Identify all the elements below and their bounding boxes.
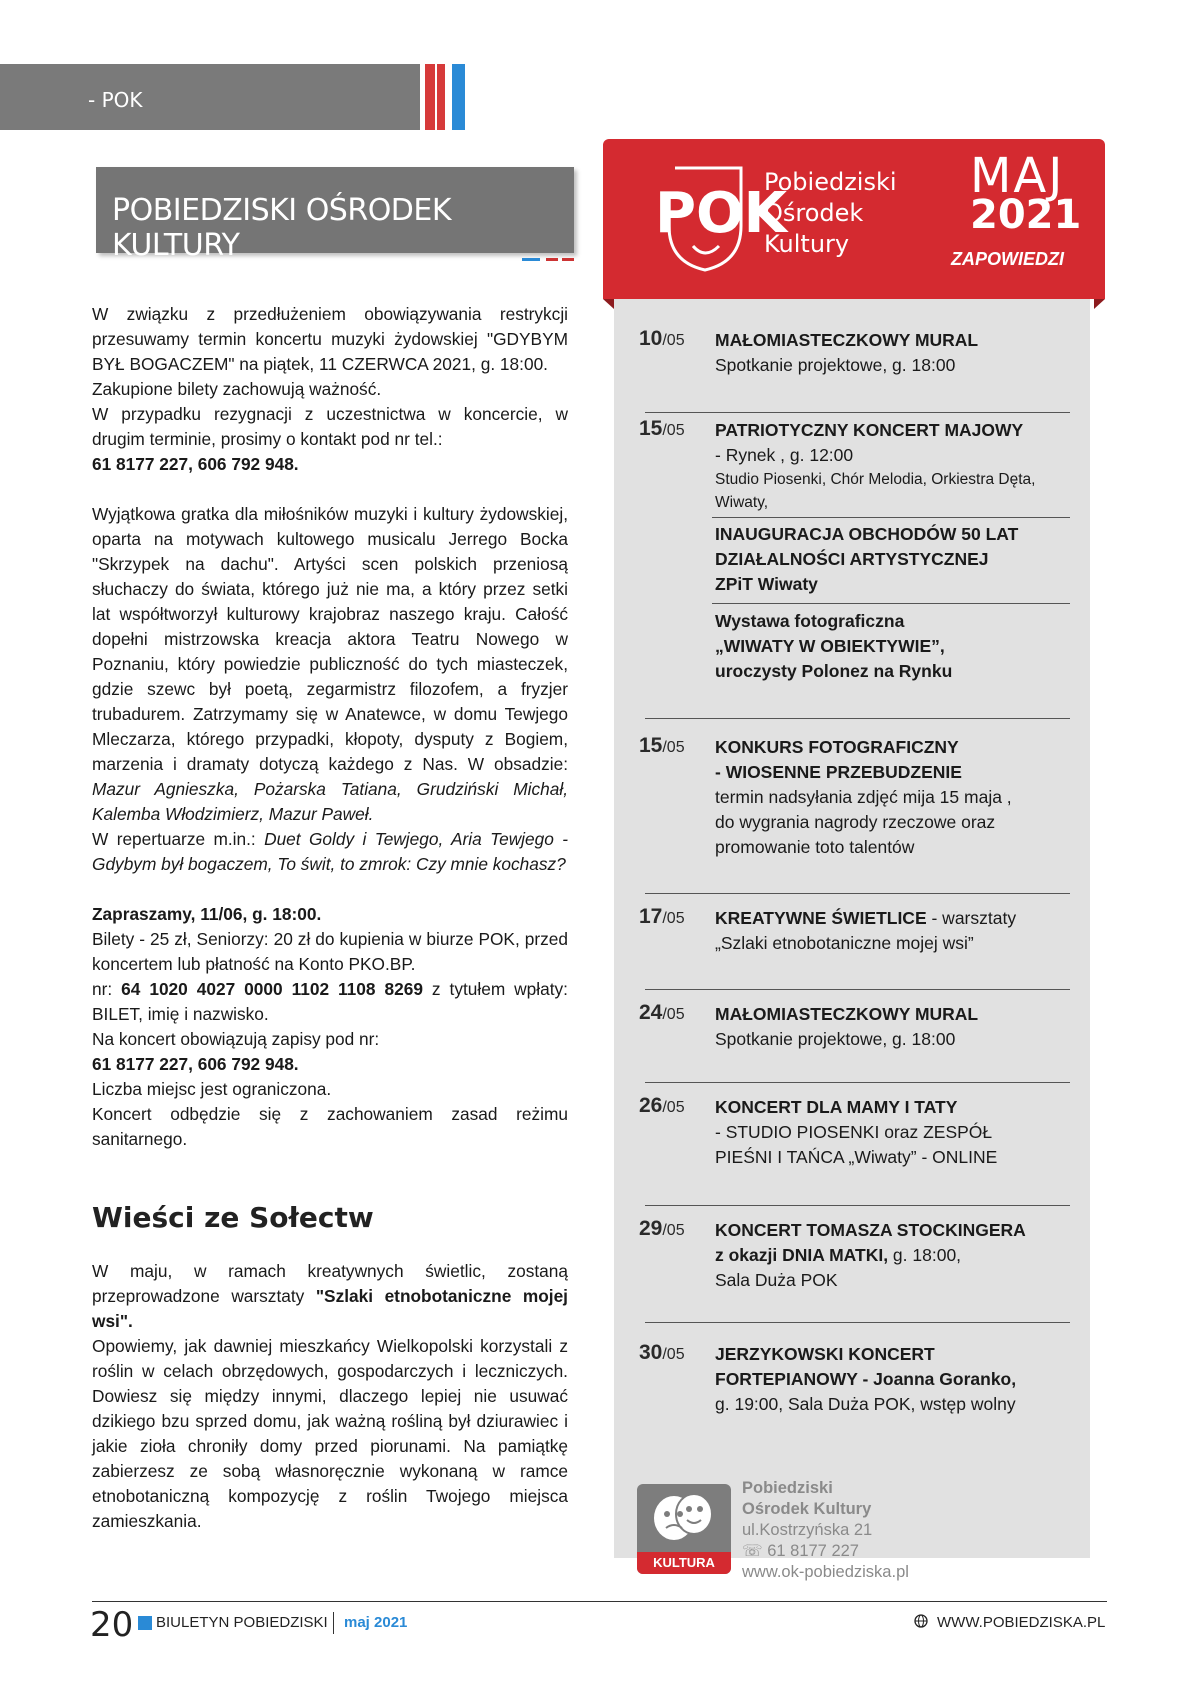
event-subitem: INAUGURACJA OBCHODÓW 50 LAT DZIAŁALNOŚCI ARTYSTYCZNEJ ZPiT Wiwaty bbox=[715, 524, 1019, 594]
phone-numbers: 61 8177 227, 606 792 948. bbox=[92, 454, 299, 474]
publication-name: BIULETYN POBIEDZISKI bbox=[156, 1614, 328, 1631]
divider bbox=[645, 989, 1070, 990]
section-label: - POK bbox=[88, 88, 143, 112]
accent-square bbox=[138, 1616, 152, 1630]
event-item: KREATYWNE ŚWIETLICE - warsztaty „Szlaki etnobotaniczne mojej wsi” bbox=[715, 908, 1017, 953]
paragraph: Koncert odbędzie się z zachowaniem zasad reżimu sanitarnego. bbox=[92, 1104, 568, 1149]
paragraph: W maju, w ramach kreatywnych świetlic, zostaną przeprowadzone warsztaty "Szlaki etnobotaniczne mojej wsi". bbox=[92, 1261, 568, 1331]
event-date: 30/05 bbox=[639, 1341, 685, 1364]
paragraph: Bilety - 25 zł, Seniorzy: 20 zł do kupienia w biurze POK, przed koncertem lub płatność na Konto PKO.BP. bbox=[92, 929, 568, 974]
divider bbox=[645, 1205, 1070, 1206]
title-accent-red bbox=[562, 258, 574, 261]
page-title: POBIEDZISKI OŚRODEK KULTURY bbox=[112, 193, 452, 263]
footer-rule bbox=[92, 1601, 1107, 1602]
article-workshops bbox=[92, 1259, 568, 1534]
title-accent-blue bbox=[522, 258, 540, 261]
issue-month: maj 2021 bbox=[344, 1614, 408, 1631]
event-date: 10/05 bbox=[639, 327, 685, 350]
theatre-masks-icon bbox=[637, 1484, 731, 1552]
website-link[interactable]: WWW.POBIEDZISKA.PL bbox=[937, 1614, 1106, 1631]
event-item: JERZYKOWSKI KONCERT FORTEPIANOWY - Joanna Goranko, g. 19:00, Sala Duża POK, wstęp wolny bbox=[715, 1344, 1017, 1414]
page-number: 20 bbox=[90, 1605, 134, 1645]
paragraph: nr: 64 1020 4027 0000 1102 1108 8269 z tytułem wpłaty: BILET, imię i nazwisko. bbox=[92, 979, 568, 1024]
phone-numbers: 61 8177 227, 606 792 948. bbox=[92, 1054, 299, 1074]
event-item: KONCERT TOMASZA STOCKINGERA z okazji DNIA MATKI, g. 18:00, Sala Duża POK bbox=[715, 1220, 1026, 1290]
red-stripe bbox=[437, 64, 445, 130]
phone-icon: ☏ bbox=[742, 1542, 768, 1560]
event-item: MAŁOMIASTECZKOWY MURAL Spotkanie projektowe, g. 18:00 bbox=[715, 330, 979, 375]
org-contact: Pobiedziski Ośrodek Kultury ul.Kostrzyńska 21 ☏ 61 8177 227 www.ok-pobiedziska.pl bbox=[742, 1479, 909, 1581]
paragraph: Opowiemy, jak dawniej mieszkańcy Wielkopolski korzystali z roślin w celach obrzędowych, gospodarczych i leczniczych. Dowiesz się między innymi, dlaczego lepiej nie usuwać dzikiego bzu sprzed domu, jak ważną rośliną był dziurawiec i jakie zioła chroniły domy przed piorunami. Na pamiątkę zabierzesz ze sobą własnoręcznie wykonaną w ramce etnobotaniczną kompozycję z roślin Twojego miejsca zamieszkania. bbox=[92, 1336, 568, 1531]
divider bbox=[712, 603, 1070, 604]
paragraph: Zakupione bilety zachowują ważność. bbox=[92, 379, 382, 399]
title-accent-red bbox=[546, 258, 558, 261]
divider bbox=[645, 412, 1070, 413]
event-item: KONKURS FOTOGRAFICZNY - WIOSENNE PRZEBUDZENIE termin nadsyłania zdjęć mija 15 maja , do wygrania nagrody rzeczowe oraz promowanie toto talentów bbox=[715, 737, 1012, 857]
globe-icon bbox=[914, 1614, 928, 1628]
event-date: 26/05 bbox=[639, 1094, 685, 1117]
paragraph: Liczba miejsc jest ograniczona. bbox=[92, 1079, 332, 1099]
bank-account: 64 1020 4027 0000 1102 1108 8269 bbox=[121, 979, 423, 999]
divider bbox=[645, 1082, 1070, 1083]
svg-text:POK: POK bbox=[655, 181, 788, 246]
pok-logo bbox=[655, 164, 788, 272]
banner-tag: ZAPOWIEDZI bbox=[951, 249, 1064, 269]
divider bbox=[645, 718, 1070, 719]
invitation: Zapraszamy, 11/06, g. 18:00. bbox=[92, 904, 322, 924]
blue-stripe bbox=[452, 64, 465, 130]
event-date: 15/05 bbox=[639, 734, 685, 757]
divider bbox=[712, 517, 1070, 518]
paragraph: W związku z przedłużeniem obowiązywania restrykcji przesuwamy termin koncertu muzyki żydowskiej "GDYBYM BYŁ BOGACZEM" na piątek, 11 CZERWCA 2021, g. 18:00. bbox=[92, 304, 568, 374]
red-stripe bbox=[425, 64, 435, 130]
event-date: 15/05 bbox=[639, 417, 685, 440]
event-item: PATRIOTYCZNY KONCERT MAJOWY - Rynek , g. 12:00 Studio Piosenki, Chór Melodia, Orkiestra Dęta, Wiwaty, bbox=[715, 420, 1036, 511]
divider bbox=[645, 893, 1070, 894]
event-item: MAŁOMIASTECZKOWY MURAL Spotkanie projektowe, g. 18:00 bbox=[715, 1004, 979, 1049]
event-date: 29/05 bbox=[639, 1217, 685, 1240]
paragraph: Na koncert obowiązują zapisy pod nr: bbox=[92, 1029, 380, 1049]
page-title-box bbox=[96, 167, 574, 263]
divider bbox=[645, 1322, 1070, 1323]
event-subitem: Wystawa fotograficzna „WIWATY W OBIEKTYWIE”, uroczysty Polonez na Rynku bbox=[715, 611, 953, 681]
article-concert bbox=[92, 302, 568, 1152]
kultura-logo bbox=[637, 1484, 731, 1574]
section-heading: Wieści ze Sołectw bbox=[92, 1201, 374, 1234]
kultura-badge: KULTURA bbox=[637, 1552, 731, 1574]
banner-month: MAJ bbox=[970, 148, 1065, 204]
event-date: 24/05 bbox=[639, 1001, 685, 1024]
section-header-bar bbox=[0, 64, 420, 130]
event-item: KONCERT DLA MAMY I TATY - STUDIO PIOSENKI oraz ZESPÓŁ PIEŚNI I TAŃCA „Wiwaty” - ONLINE bbox=[715, 1097, 998, 1167]
event-date: 17/05 bbox=[639, 905, 685, 928]
org-name: Pobiedziski Ośrodek Kultury bbox=[764, 168, 897, 258]
website-link[interactable]: www.ok-pobiedziska.pl bbox=[742, 1563, 909, 1581]
paragraph: Wyjątkowa gratka dla miłośników muzyki i kultury żydowskiej, oparta na motywach kultowego musicalu Jerrego Bocka "Skrzypek na dachu". Artyści scen polskich przeniosą słuchaczy do świata, którego już nie ma, a który przez setki lat współtworzył kulturowy krajobraz naszego kraju. Całość dopełni mistrzowska kreacja aktora Teatru Nowego w Poznaniu, który powiedzie publiczność do tych miasteczek, gdzie szewc był poetą, zegarmistrz filozofem, a fryzjer trubadurem. Zatrzymamy się w Anatewce, w domu Tewjego Mleczarza, którego przypadki, kłopoty, dysputy z Bogiem, marzenia i dramaty dotyczą każdego z Nas. W obsadzie: Mazur Agnieszka, Pożarska Tatiana, Grudziński Michał, Kalemba Włodzimierz, Mazur Paweł. W repertuarze m.in.: Duet Goldy i Tewjego, Aria Tewjego - Gdybym był bogaczem, To świt, to zmrok: Czy mnie kochasz? bbox=[92, 504, 568, 874]
banner-year: 2021 bbox=[970, 192, 1082, 238]
paragraph: W przypadku rezygnacji z uczestnictwa w koncercie, w drugim terminie, prosimy o kontakt pod nr tel.: bbox=[92, 404, 568, 449]
